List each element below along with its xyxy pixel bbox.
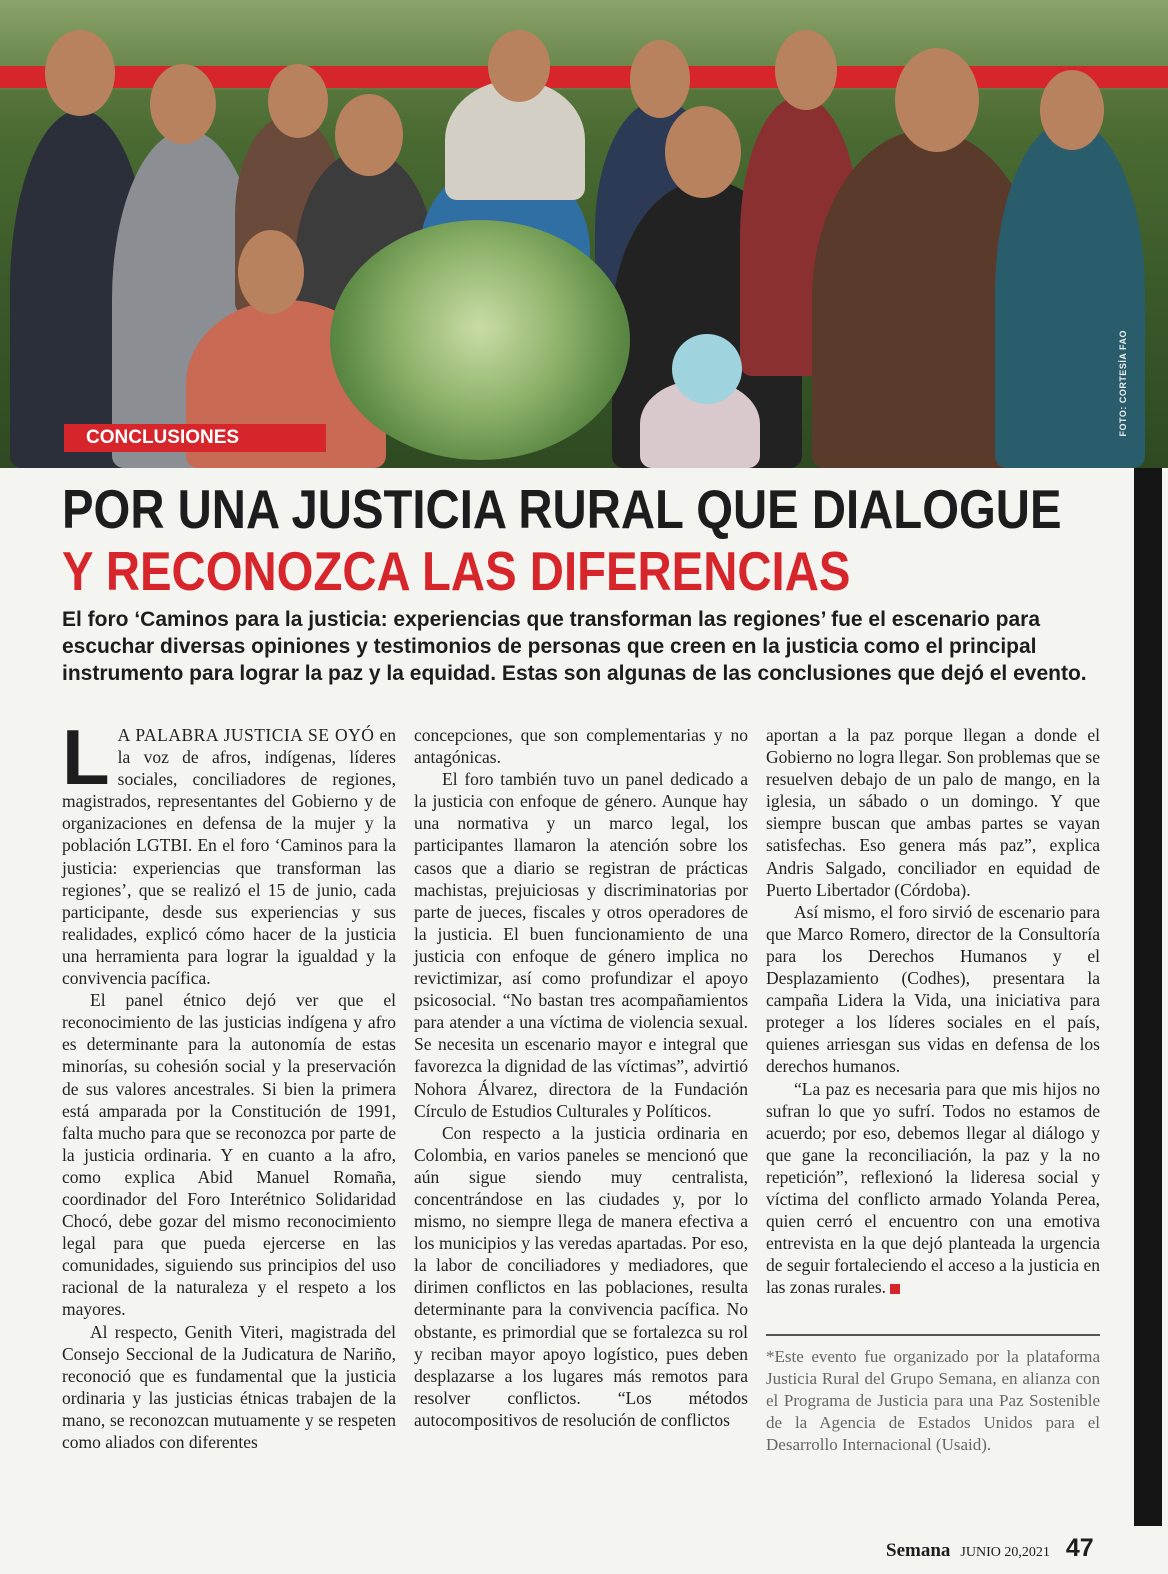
magazine-brand: Semana	[886, 1540, 951, 1561]
page-number: 47	[1065, 1534, 1094, 1562]
footnote: *Este evento fue organizado por la plataforma Justicia Rural del Grupo Semana, en alianza con el Programa de Justicia para una Paz Sostenible de la Agencia de Estados Unidos para el Desarrollo Internacional (Usaid).	[766, 1347, 1100, 1454]
end-mark-icon	[890, 1284, 900, 1294]
lead-paragraph: El foro ‘Caminos para la justicia: experiencias que transforman las regiones’ fue el escenario para escuchar diversas opiniones y testimonios de personas que creen en la justicia como el principal instrumento para lograr la paz y la equidad. Estas son algunas de las conclusiones que dejó el evento.	[62, 608, 1087, 685]
page-footer	[886, 1534, 1094, 1563]
photo-person-head	[630, 40, 690, 118]
photo-person-head	[238, 230, 304, 314]
body-paragraph: El panel étnico dejó ver que el reconocimiento de las justicias indígena y afro es determinante para la autonomía de estas minorías, su cohesión social y la preservación de sus valores ancestrales. Si bien la primera está amparada por la Constitución de 1991, falta mucho para que se reconozca por parte de la justicia ordinaria. Y en cuanto a la afro, como explica Abid Manuel Romaña, coordinador del Foro Interétnico Solidaridad Chocó, debe gozar del mismo reconocimiento legal para que pueda ejercerse en las comunidades, siguiendo sus principios del uso racional de la naturaleza y el respeto a los mayores.	[62, 990, 396, 1320]
right-edge-bar	[1134, 468, 1162, 1526]
article-column-2	[414, 724, 748, 1431]
photo-person-head	[665, 106, 741, 198]
issue-date: JUNIO 20,2021	[960, 1545, 1050, 1560]
photo-credit: FOTO: CORTESÍA FAO	[1118, 330, 1128, 437]
article-column-1	[62, 713, 396, 1453]
dropcap: L	[62, 713, 110, 801]
paragraph-text: en la voz de afros, indígenas, líderes sociales, conciliadores de regiones, magistrados, representantes del Gobierno y de organizaciones en defensa de la mujer y la población LGTBI. En el foro ‘Caminos para la justicia: experiencias que transforman las regiones’, que se realizó el 15 de junio, cada participante, desde sus experiencias y sus realidades, explicó cómo hacer de la justicia una herramienta para lograr la igualdad y la convivencia pacífica.	[62, 725, 396, 989]
section-label: CONCLUSIONES	[64, 424, 326, 452]
photo-person-head	[775, 30, 837, 110]
article-column-3	[766, 724, 1100, 1298]
photo-cabbage	[330, 220, 630, 460]
body-paragraph: aportan a la paz porque llegan a donde el Gobierno no logra llegar. Son problemas que se resuelven debajo de un palo de mango, en la iglesia, un sábado o un domingo. Y que siempre buscan que ambas partes se vayan satisfechas. Eso genera más paz”, explica Andris Salgado, conciliador en equidad de Puerto Libertador (Córdoba).	[766, 725, 1100, 900]
body-paragraph	[766, 1078, 1100, 1299]
body-paragraph: Al respecto, Genith Viteri, magistrada del Consejo Seccional de la Judicatura de Nariño, reconoció que es fundamental que la justicia ordinaria y las justicias étnicas trabajen de la mano, se reconozcan mutuamente y se respeten como aliados con diferentes	[62, 1321, 396, 1452]
headline-line2: Y RECONOZCA LAS DIFERENCIAS	[62, 540, 851, 602]
photo-person-head	[1040, 70, 1104, 150]
photo-person-head	[45, 30, 115, 116]
photo-person-head	[488, 30, 550, 102]
body-paragraph: Con respecto a la justicia ordinaria en Colombia, en varios paneles se mencionó que aún sigue siendo muy centralista, concentrándose en las ciudades y, por lo mismo, no siempre llega de manera efectiva a los municipios y las veredas apartadas. Por eso, la labor de conciliadores y mediadores, que dirimen conflictos en las poblaciones, resulta determinante para la convivencia pacífica. No obstante, es primordial que se fortalezca su rol y reciban mayor apoyo logístico, pues deben desplazarse a los lugares más remotos para resolver conflictos. “Los métodos autocompositivos de resolución de conflictos	[414, 1122, 748, 1430]
body-paragraph: concepciones, que son complementarias y no antagónicas.	[414, 725, 748, 768]
hero-photo	[0, 0, 1168, 468]
body-paragraph: Así mismo, el foro sirvió de escenario para que Marco Romero, director de la Consultoría para los Derechos Humanos y el Desplazamiento (Codhes), presentara la campaña Lidera la Vida, una iniciativa para proteger a los líderes sociales en el país, quienes arriesgan sus vidas en defensa de los derechos humanos.	[766, 901, 1100, 1077]
footnote-divider	[766, 1334, 1100, 1336]
headline-line1: POR UNA JUSTICIA RURAL QUE DIALOGUE	[62, 478, 1062, 540]
opening-caps: A PALABRA JUSTICIA SE OYÓ	[117, 725, 375, 745]
photo-person-head	[895, 48, 979, 152]
photo-person-head	[268, 64, 328, 138]
body-paragraph: El foro también tuvo un panel dedicado a la justicia con enfoque de género. Aunque hay una normativa y un marco legal, los participantes llamaron la atención sobre los casos que a diario se registran de prácticas machistas, prejuiciosas y discriminatorias por parte de jueces, fiscales y otros operadores de la justicia. El buen funcionamiento de una justicia con enfoque de género implica no revictimizar, así como profundizar el apoyo psicosocial. “No bastan tres acompañamientos para atender a una víctima de violencia sexual. Se necesita un escenario mayor e integral que favorezca la dignidad de las víctimas”, advirtió Nohora Álvarez, directora de la Fundación Círculo de Estudios Culturales y Políticos.	[414, 769, 748, 1121]
photo-person-head	[335, 94, 403, 176]
body-paragraph	[62, 713, 396, 989]
photo-person-head	[672, 334, 742, 404]
paragraph-text: “La paz es necesaria para que mis hijos no sufran lo que yo sufrí. Todos no estamos de acuerdo; por eso, debemos llegar al diálogo y que gane la reconciliación, la paz y la no repetición”, reflexionó la lideresa social y víctima del conflicto armado Yolanda Perea, quien cerró el encuentro con una emotiva entrevista en la que dejó planteada la urgencia de seguir fortaleciendo el acceso a la justicia en las zonas rurales.	[766, 1078, 1100, 1298]
photo-person-head	[150, 64, 216, 144]
